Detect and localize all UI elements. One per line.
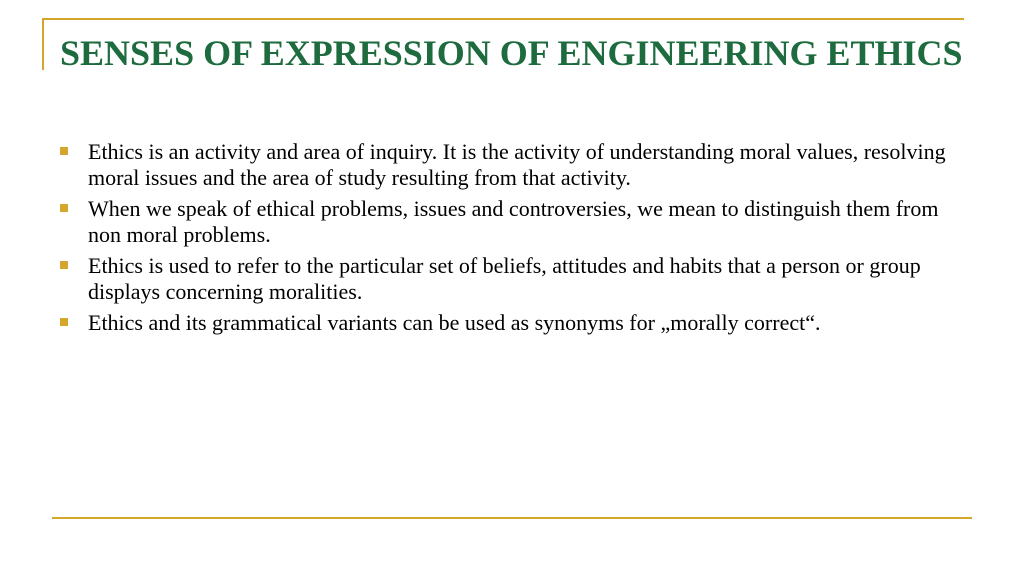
top-rule: [42, 18, 964, 20]
bullet-item: [60, 310, 960, 336]
bullet-item: [60, 253, 960, 305]
bullet-text: Ethics and its grammatical variants can be used as synonyms for „morally correct“.: [88, 310, 821, 335]
bullet-text: Ethics is an activity and area of inquiry. It is the activity of understanding moral values, resolving moral issues and the area of study resulting from that activity.: [88, 139, 946, 190]
left-rule: [42, 18, 44, 70]
square-bullet-icon: [60, 147, 68, 155]
bullet-item: [60, 196, 960, 248]
slide-title: SENSES OF EXPRESSION OF ENGINEERING ETHICS: [60, 33, 963, 73]
bullet-text: Ethics is used to refer to the particular set of beliefs, attitudes and habits that a person or group displays concerning moralities.: [88, 253, 921, 304]
square-bullet-icon: [60, 204, 68, 212]
square-bullet-icon: [60, 261, 68, 269]
bottom-rule: [52, 517, 972, 519]
bullet-text: When we speak of ethical problems, issues and controversies, we mean to distinguish them from non moral problems.: [88, 196, 939, 247]
bullet-list: [60, 139, 960, 341]
bullet-item: [60, 139, 960, 191]
square-bullet-icon: [60, 318, 68, 326]
